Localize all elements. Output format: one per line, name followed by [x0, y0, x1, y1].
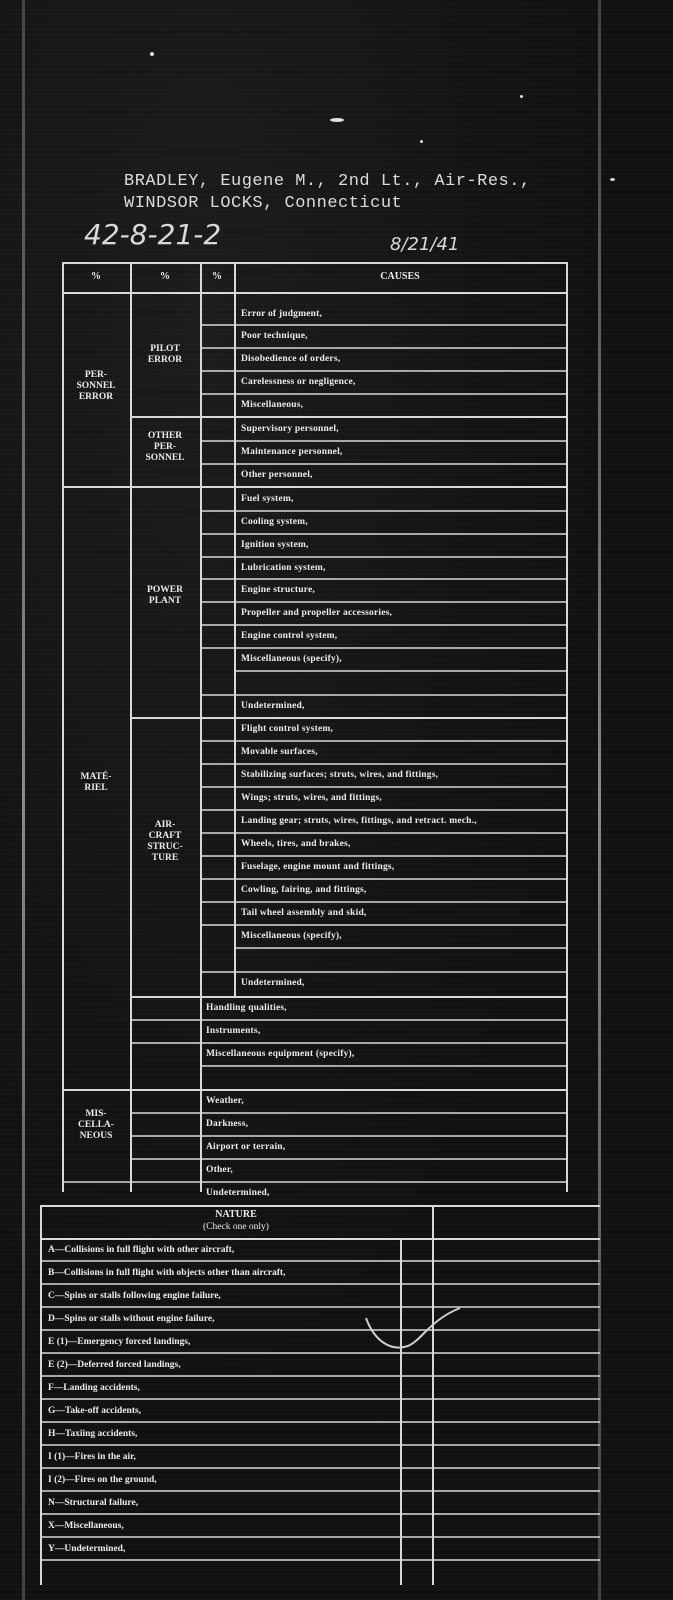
nature-header-rule: [40, 1238, 600, 1240]
cause-lubrication-system: Lubrication system,: [241, 563, 326, 573]
percent-column-1-header: %: [91, 271, 101, 282]
nature-check-rule-1: [400, 1240, 402, 1585]
row-rule: [200, 370, 566, 372]
causes-column-header: CAUSES: [380, 271, 420, 282]
group-pilot-error: PILOT ERROR: [147, 344, 183, 365]
nature-row-rule: [40, 1536, 600, 1538]
cause-other-personnel: Other personnel,: [241, 470, 313, 480]
cause-other: Other,: [206, 1165, 233, 1175]
report-date-handwritten: 8/21/41: [390, 234, 460, 255]
cause-engine-control-system: Engine control system,: [241, 631, 338, 641]
nature-subtitle: (Check one only): [203, 1222, 269, 1232]
row-rule: [200, 463, 566, 465]
cause-stabilizing-surfaces: Stabilizing surfaces; struts, wires, and fittings,: [241, 770, 439, 780]
scan-speck: [610, 178, 615, 181]
nature-row-rule: [40, 1283, 600, 1285]
group-miscellaneous: MIS- CELLA- NEOUS: [78, 1109, 114, 1141]
table-top-rule: [62, 262, 568, 264]
cause-misc-equipment: Miscellaneous equipment (specify),: [206, 1049, 355, 1059]
cause-error-of-judgment: Error of judgment,: [241, 309, 323, 319]
row-rule: [130, 1135, 566, 1137]
cause-power-plant-miscellaneous: Miscellaneous (specify),: [241, 654, 342, 664]
row-rule: [130, 1158, 566, 1160]
cause-structure-undetermined: Undetermined,: [241, 978, 305, 988]
row-rule: [200, 694, 566, 696]
nature-title: NATURE: [215, 1209, 257, 1220]
row-rule: [200, 809, 566, 811]
group-rule: [130, 996, 566, 998]
row-rule: [200, 786, 566, 788]
row-rule: [200, 647, 566, 649]
nature-row-rule: [40, 1444, 600, 1446]
cause-supervisory-personnel: Supervisory personnel,: [241, 424, 339, 434]
nature-row-rule: [40, 1306, 600, 1308]
row-rule: [200, 393, 566, 395]
header-bottom-rule: [62, 292, 568, 294]
percent-column-2-header: %: [160, 271, 170, 282]
handwritten-check-mark: [360, 1300, 470, 1360]
row-rule: [200, 901, 566, 903]
nature-row-rule: [40, 1398, 600, 1400]
nature-row-rule: [40, 1513, 600, 1515]
cause-darkness: Darkness,: [206, 1119, 249, 1129]
row-rule: [234, 947, 566, 949]
cause-handling-qualities: Handling qualities,: [206, 1003, 287, 1013]
nature-row-rule: [40, 1490, 600, 1492]
table-right-rule: [566, 262, 568, 1192]
row-rule: [200, 878, 566, 880]
row-rule: [200, 971, 566, 973]
row-rule: [200, 832, 566, 834]
cause-fuselage: Fuselage, engine mount and fittings,: [241, 862, 395, 872]
nature-row-rule: [40, 1559, 600, 1561]
column-rule-3: [234, 262, 236, 997]
cause-wings: Wings; struts, wires, and fittings,: [241, 793, 382, 803]
cause-structure-miscellaneous: Miscellaneous (specify),: [241, 931, 342, 941]
nature-d: D—Spins or stalls without engine failure,: [48, 1314, 215, 1324]
row-rule: [200, 347, 566, 349]
nature-row-rule: [40, 1375, 600, 1377]
group-personnel-error: PER- SONNEL ERROR: [76, 370, 116, 402]
nature-a: A—Collisions in full flight with other aircraft,: [48, 1245, 235, 1255]
group-rule: [62, 486, 566, 488]
cause-ignition-system: Ignition system,: [241, 540, 309, 550]
right-edge: [598, 0, 601, 1600]
nature-top-rule: [40, 1205, 600, 1207]
cause-disobedience-of-orders: Disobedience of orders,: [241, 354, 341, 364]
row-rule: [200, 556, 566, 558]
column-rule-2: [200, 262, 202, 1192]
nature-i2: I (2)—Fires on the ground,: [48, 1475, 157, 1485]
scan-speck: [150, 52, 154, 56]
nature-left-rule: [40, 1205, 42, 1585]
cause-cooling-system: Cooling system,: [241, 517, 308, 527]
scan-speck: [330, 118, 344, 122]
cause-carelessness: Carelessness or negligence,: [241, 377, 356, 387]
nature-row-rule: [40, 1467, 600, 1469]
nature-n: N—Structural failure,: [48, 1498, 139, 1508]
nature-c: C—Spins or stalls following engine failure,: [48, 1291, 221, 1301]
nature-f: F—Landing accidents,: [48, 1383, 140, 1393]
group-materiel: MATÉ- RIEL: [80, 772, 112, 793]
cause-power-plant-undetermined: Undetermined,: [241, 701, 305, 711]
row-rule: [200, 624, 566, 626]
nature-row-rule: [40, 1352, 600, 1354]
group-rule: [130, 717, 566, 719]
row-rule: [200, 510, 566, 512]
nature-h: H—Taxiing accidents,: [48, 1429, 138, 1439]
cause-movable-surfaces: Movable surfaces,: [241, 747, 318, 757]
airman-name-rank: BRADLEY, Eugene M., 2nd Lt., Air-Res.,: [124, 172, 531, 191]
group-rule: [130, 416, 566, 418]
row-rule: [200, 763, 566, 765]
row-rule: [200, 855, 566, 857]
column-rule-1: [130, 262, 132, 1192]
nature-check-rule-2: [432, 1205, 434, 1585]
nature-row-rule: [40, 1329, 600, 1331]
row-rule: [130, 1112, 566, 1114]
nature-row-rule: [40, 1421, 600, 1423]
cause-engine-structure: Engine structure,: [241, 585, 315, 595]
cause-propeller: Propeller and propeller accessories,: [241, 608, 393, 618]
file-number-handwritten: 42-8-21-2: [84, 218, 222, 251]
cause-flight-control-system: Flight control system,: [241, 724, 334, 734]
row-rule: [130, 1042, 566, 1044]
row-rule: [200, 324, 566, 326]
nature-x: X—Miscellaneous,: [48, 1521, 124, 1531]
group-aircraft-structure: AIR- CRAFT STRUC- TURE: [147, 820, 183, 863]
nature-row-rule: [40, 1260, 600, 1262]
row-rule: [200, 601, 566, 603]
cause-wheels-tires-brakes: Wheels, tires, and brakes,: [241, 839, 351, 849]
cause-airport-terrain: Airport or terrain,: [206, 1142, 286, 1152]
group-rule: [62, 1089, 566, 1091]
cause-poor-technique: Poor technique,: [241, 331, 308, 341]
cause-maintenance-personnel: Maintenance personnel,: [241, 447, 343, 457]
nature-g: G—Take-off accidents,: [48, 1406, 142, 1416]
cause-landing-gear: Landing gear; struts, wires, fittings, and retract. mech.,: [241, 816, 477, 826]
cause-instruments: Instruments,: [206, 1026, 261, 1036]
row-rule: [234, 670, 566, 672]
cause-cowling: Cowling, fairing, and fittings,: [241, 885, 367, 895]
cause-fuel-system: Fuel system,: [241, 494, 294, 504]
cause-weather: Weather,: [206, 1096, 244, 1106]
percent-column-3-header: %: [212, 271, 222, 282]
cause-pilot-miscellaneous: Miscellaneous,: [241, 400, 304, 410]
cause-tail-wheel: Tail wheel assembly and skid,: [241, 908, 367, 918]
row-rule: [130, 1019, 566, 1021]
scan-speck: [520, 95, 523, 98]
row-rule: [200, 924, 566, 926]
station-location: WINDSOR LOCKS, Connecticut: [124, 194, 403, 213]
nature-i1: I (1)—Fires in the air,: [48, 1452, 136, 1462]
row-rule: [200, 578, 566, 580]
nature-b: B—Collisions in full flight with objects other than aircraft,: [48, 1268, 286, 1278]
row-rule: [200, 740, 566, 742]
nature-e2: E (2)—Deferred forced landings,: [48, 1360, 181, 1370]
group-power-plant: POWER PLANT: [147, 585, 183, 606]
row-rule: [200, 440, 566, 442]
row-rule: [200, 1065, 566, 1067]
group-other-personnel: OTHER PER- SONNEL: [145, 431, 185, 463]
row-rule: [200, 533, 566, 535]
cause-misc-undetermined: Undetermined,: [206, 1188, 270, 1198]
left-edge: [22, 0, 25, 1600]
nature-e1: E (1)—Emergency forced landings,: [48, 1337, 191, 1347]
scan-speck: [420, 140, 423, 143]
row-rule: [62, 1181, 566, 1183]
nature-y: Y—Undetermined,: [48, 1544, 126, 1554]
